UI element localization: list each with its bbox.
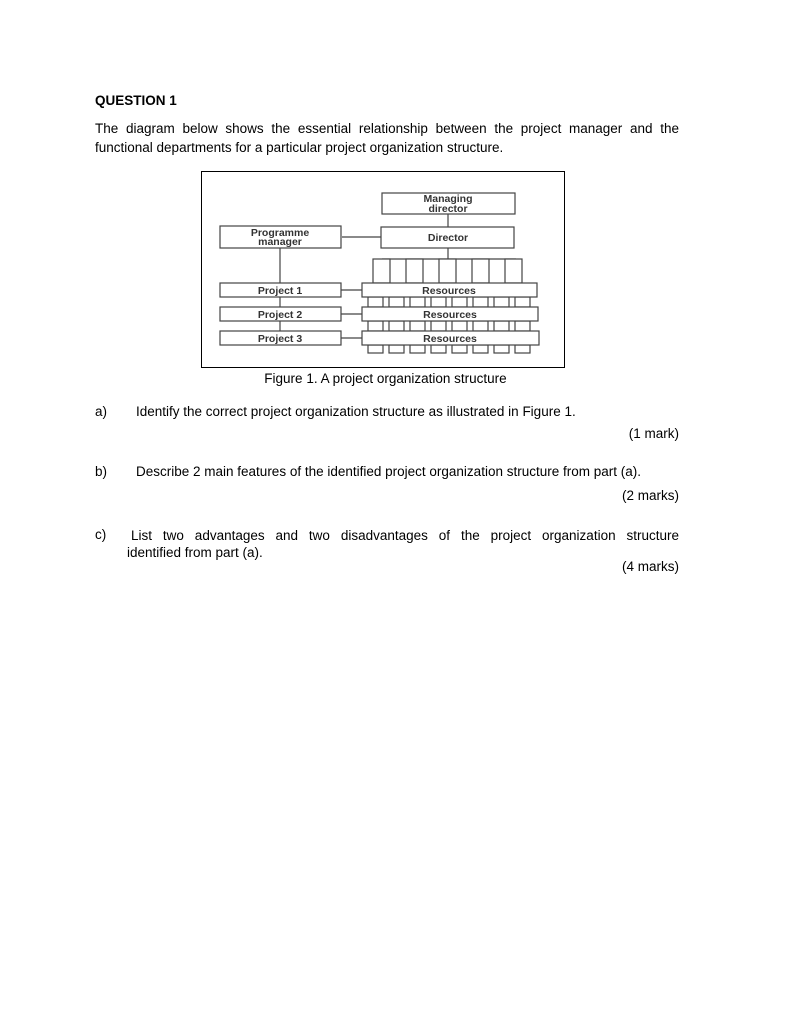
question-intro: The diagram below shows the essential relationship between the project manager and the functional departments for a particular project organization structure. [95, 121, 679, 155]
svg-text:Resources: Resources [422, 285, 476, 297]
svg-text:Resources: Resources [423, 333, 477, 345]
part-c-text-line1: List two advantages and two disadvantages of the project organization structure [131, 528, 679, 543]
director-node [381, 227, 514, 248]
resources-row-2 [362, 307, 538, 321]
svg-text:director: director [428, 203, 468, 215]
svg-text:Programme: Programme [250, 227, 310, 239]
part-c-text-line2: identified from part (a). [127, 545, 263, 560]
part-c-text [127, 527, 679, 561]
diagram-svg [202, 172, 566, 369]
part-a-marks: (1 mark) [628, 426, 679, 441]
project-1-node [220, 283, 341, 297]
figure-caption: Figure 1. A project organization structure [264, 371, 507, 386]
project-2-node [220, 307, 341, 321]
part-a-label: a) [95, 404, 108, 419]
svg-text:Project 1: Project 1 [257, 285, 303, 297]
part-b-text: Describe 2 main features of the identified project organization structure from part (a). [136, 464, 641, 479]
svg-text:Managing: Managing [423, 193, 473, 205]
part-c-label: c) [95, 527, 107, 542]
part-b-marks: (2 marks) [622, 488, 679, 503]
svg-text:Director: Director [427, 232, 469, 244]
project-3-node [220, 331, 341, 345]
part-b-label: b) [95, 464, 108, 479]
resources-row-1 [362, 283, 537, 297]
resources-row-3 [362, 331, 539, 345]
svg-text:Resources: Resources [423, 309, 477, 321]
programme-manager-node [220, 226, 341, 248]
svg-text:Project 3: Project 3 [257, 333, 303, 345]
svg-text:manager: manager [258, 236, 302, 248]
part-c-marks: (4 marks) [622, 559, 679, 574]
svg-text:Project 2: Project 2 [257, 309, 303, 321]
part-a-text: Identify the correct project organization structure as illustrated in Figure 1. [136, 404, 576, 419]
managing-director-node [382, 193, 515, 215]
org-structure-diagram [201, 171, 565, 368]
question-title: QUESTION 1 [95, 93, 177, 108]
